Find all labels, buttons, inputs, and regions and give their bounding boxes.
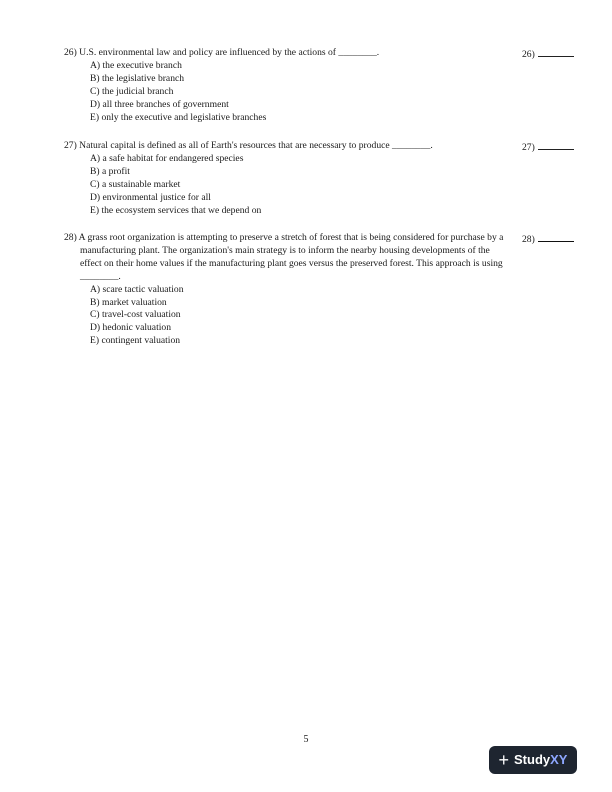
option-d: D) all three branches of government [90, 98, 229, 110]
option-a: A) a safe habitat for endangered species [90, 152, 244, 164]
question-stem: 28) A grass root organization is attempting to preserve a stretch of forest that is being considered for purchase by a manufacturing plant. The organization's main strategy is to inform the nearby housing developments of the effect on their home values if the manufacturing plant goes versus the preserved forest. This approach is using ________. [64, 232, 504, 282]
plus-icon: + [498, 750, 510, 770]
option-b: B) a profit [90, 165, 130, 177]
question-27 [64, 140, 512, 217]
studyxy-logo [489, 746, 577, 774]
logo-name: Study [514, 751, 551, 767]
answer-number: 28) [522, 234, 535, 245]
option-c: C) travel-cost valuation [90, 309, 181, 321]
question-28 [64, 232, 512, 348]
answer-blank-27 [522, 140, 578, 155]
option-e: E) the ecosystem services that we depend on [90, 204, 262, 216]
answer-number: 27) [522, 142, 535, 153]
answer-blank-28 [522, 232, 578, 247]
logo-suffix: XY [550, 751, 568, 767]
question-stem: 27) Natural capital is defined as all of Earth's resources that are necessary to produce ________. [64, 140, 433, 151]
option-b: B) market valuation [90, 296, 167, 308]
answer-number: 26) [522, 49, 535, 60]
option-d: D) hedonic valuation [90, 322, 171, 334]
question-stem: 26) U.S. environmental law and policy are influenced by the actions of ________. [64, 47, 380, 58]
option-a: A) the executive branch [90, 59, 182, 71]
option-c: C) a sustainable market [90, 178, 181, 190]
answer-line [538, 232, 574, 242]
answer-line [538, 140, 574, 150]
option-c: C) the judicial branch [90, 85, 174, 97]
option-e: E) contingent valuation [90, 335, 181, 347]
page-number: 5 [303, 734, 309, 745]
option-a: A) scare tactic valuation [90, 283, 184, 295]
answer-line [538, 47, 574, 57]
question-26 [64, 47, 512, 124]
logo-text [514, 751, 568, 767]
answer-blank-26 [522, 47, 578, 62]
option-e: E) only the executive and legislative branches [90, 111, 267, 123]
option-b: B) the legislative branch [90, 72, 185, 84]
option-d: D) environmental justice for all [90, 191, 211, 203]
